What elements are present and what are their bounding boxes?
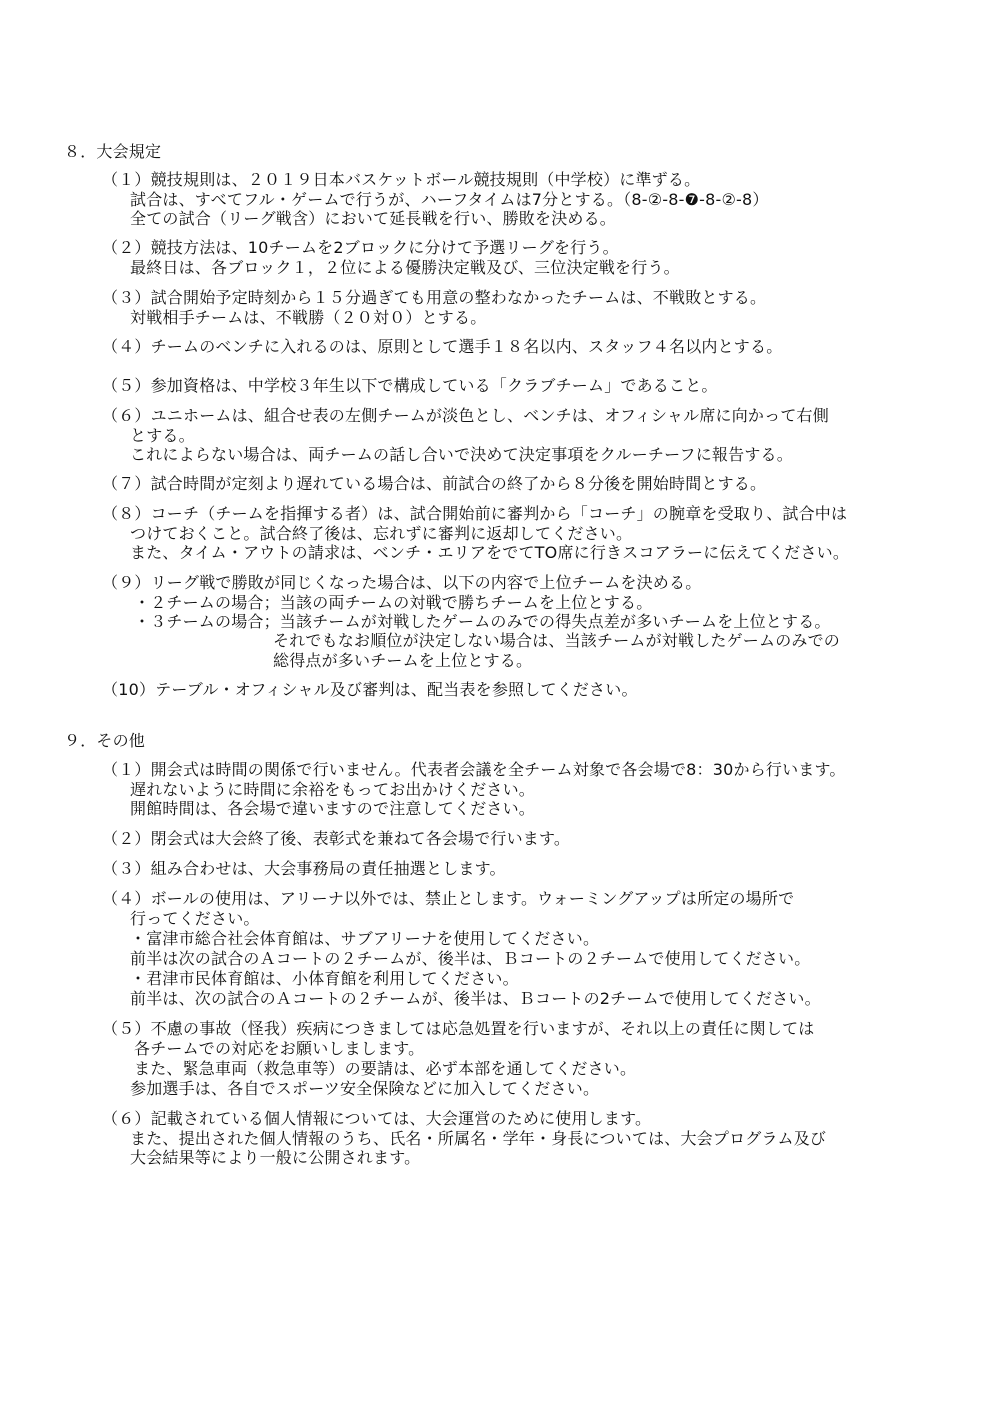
rule-9-line-5: 総得点が多いチームを上位とする。 [273, 651, 533, 670]
other-1-line-1: （１）開会式は時間の関係で行いません。代表者会議を全チーム対象で各会場で8：30から行います。 [102, 760, 846, 779]
rule-9-line-4: それでもなお順位が決定しない場合は、当該チームが対戦したゲームのみでの [273, 631, 841, 650]
other-6-line-3: 大会結果等により一般に公開されます。 [130, 1148, 421, 1167]
rule-8-line-1: （８）コーチ（チームを指揮する者）は、試合開始前に審判から「コーチ」の腕章を受取り、試合中は [102, 504, 848, 523]
other-1-line-2: 遅れないように時間に余裕をもってお出かけください。 [130, 780, 536, 799]
other-4-line-3: ・富津市総合社会体育館は、サブアリーナを使用してください。 [130, 929, 600, 948]
rule-6-line-2: とする。 [130, 426, 195, 445]
other-4-line-2: 行ってください。 [130, 909, 260, 928]
other-2-line-1: （２）閉会式は大会終了後、表彰式を兼ねて各会場で行います。 [102, 829, 571, 848]
other-4-line-1: （４）ボールの使用は、アリーナ以外では、禁止とします。ウォーミングアップは所定の場所で [102, 889, 795, 908]
other-4-line-5: ・君津市民体育館は、小体育館を利用してください。 [130, 969, 519, 988]
rule-4-line-1: （４）チームのベンチに入れるのは、原則として選手１８名以内、スタッフ４名以内とする。 [102, 337, 783, 356]
rule-8-line-3: また、タイム・アウトの請求は、ベンチ・エリアをでてTO席に行きスコアラーに伝えてください。 [130, 543, 850, 562]
rule-3-line-1: （３）試合開始予定時刻から１５分過ぎても用意の整わなかったチームは、不戦敗とする。 [102, 288, 767, 307]
other-6-line-2: また、提出された個人情報のうち、氏名・所属名・学年・身長については、大会プログラム及び [130, 1129, 827, 1148]
other-4-line-6: 前半は、次の試合のＡコートの２チームが、後半は、Ｂコートの2チームで使用してください。 [130, 989, 821, 1008]
other-6-line-1: （６）記載されている個人情報については、大会運営のために使用します。 [102, 1109, 652, 1128]
other-4-line-4: 前半は次の試合のＡコートの２チームが、後半は、Ｂコートの２チームで使用してください。 [130, 949, 811, 968]
rule-10-line-1: （10）テーブル・オフィシャル及び審判は、配当表を参照してください。 [102, 680, 638, 699]
rule-6-line-3: これによらない場合は、両チームの話し合いで決めて決定事項をクルーチーフに報告する。 [130, 445, 793, 464]
rule-2-line-2: 最終日は、各ブロック１，２位による優勝決定戦及び、三位決定戦を行う。 [130, 258, 680, 277]
section-8-heading: ８．大会規定 [64, 142, 162, 161]
other-5-line-2: 各チームでの対応をお願いしまします。 [134, 1039, 425, 1058]
rule-1-line-2: 試合は、すべてフル・ゲームで行うが、ハーフタイムは7分とする。（8-②-8-❼-8-②-8） [130, 190, 769, 209]
rule-1-line-1: （１）競技規則は、２０１９日本バスケットボール競技規則（中学校）に準ずる。 [102, 170, 701, 189]
rule-9-line-2: ・２チームの場合；当該の両チームの対戦で勝ちチームを上位とする。 [134, 593, 653, 612]
section-9-heading: ９．その他 [64, 731, 146, 750]
rule-5-line-1: （５）参加資格は、中学校３年生以下で構成している「クラブチーム」であること。 [102, 376, 718, 395]
rule-9-line-1: （９）リーグ戦で勝敗が同じくなった場合は、以下の内容で上位チームを決める。 [102, 573, 702, 592]
rule-3-line-2: 対戦相手チームは、不戦勝（２０対０）とする。 [130, 308, 487, 327]
other-5-line-4: 参加選手は、各自でスポーツ安全保険などに加入してください。 [130, 1079, 600, 1098]
other-3-line-1: （３）組み合わせは、大会事務局の責任抽選とします。 [102, 859, 506, 878]
other-5-line-1: （５）不慮の事故（怪我）疾病につきましては応急処置を行いますが、それ以上の責任に関しては [102, 1019, 815, 1038]
rule-9-line-3: ・３チームの場合；当該チームが対戦したゲームのみでの得失点差が多いチームを上位とする。 [134, 612, 831, 631]
other-1-line-3: 開館時間は、各会場で違いますので注意してください。 [130, 799, 536, 818]
rule-8-line-2: つけておくこと。試合終了後は、忘れずに審判に返却してください。 [130, 524, 633, 543]
rule-7-line-1: （７）試合時間が定刻より遅れている場合は、前試合の終了から８分後を開始時間とする。 [102, 474, 767, 493]
rule-2-line-1: （２）競技方法は、10チームを2ブロックに分けて予選リーグを行う。 [102, 238, 619, 257]
other-5-line-3: また、緊急車両（救急車等）の要請は、必ず本部を通してください。 [134, 1059, 637, 1078]
rule-6-line-1: （６）ユニホームは、組合せ表の左側チームが淡色とし、ベンチは、オフィシャル席に向かって右側 [102, 406, 829, 425]
rule-1-line-3: 全ての試合（リーグ戦含）において延長戦を行い、勝敗を決める。 [130, 209, 617, 228]
